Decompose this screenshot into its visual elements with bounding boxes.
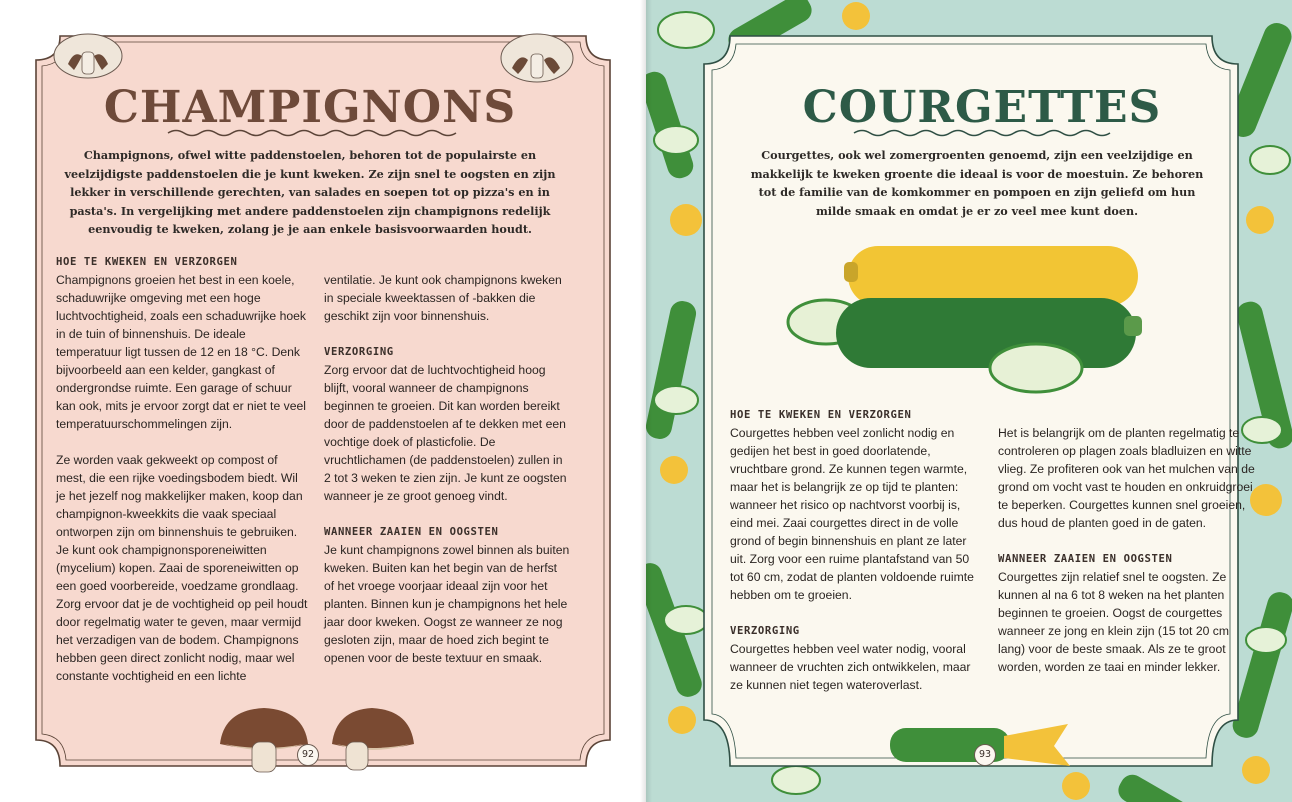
grow-paragraph-2-continued: ventilatie. Je kunt ook champignons kweken in speciale kweektassen of -bakken die geschikt zijn voor binnenshuis. [324, 273, 562, 323]
care-heading: VERZORGING [324, 346, 394, 358]
care-paragraph-2: Het is belangrijk om de planten regelmatig te controleren op plagen zoals bladluizen en witte vlieg. Ze profiteren ook van het mulchen van de grond om vocht vast te houden en onkruidgroei te beperken. Courgettes kunnen snel groeien, dus houd de planten goed in de gaten. [998, 426, 1255, 530]
book-spine-shadow [640, 0, 652, 802]
grow-paragraph-2: Ze worden vaak gekweekt op compost of mest, die een rijke voedingsbodem biedt. Wil je het jezelf nog makkelijker maken, koop dan champignon-kweekkits die vaak speciaal ontworpen zijn om binnenshuis te gebruiken. Je kunt ook champignonsporeneiwitten (mycelium) kopen. Zaai de sporeneiwitten op een goed voorbereide, voedzame grondlaag. Zorg ervoor dat je de vochtigheid op peil houdt door regelmatig water te geven, maar vermijd het verzadigen van de bodem. Champignons hebben geen direct zonlicht nodig, maar wel constante vochtigheid en een lichte [56, 453, 308, 683]
care-paragraph: Courgettes hebben veel water nodig, vooral wanneer de vruchten zich ontwikkelen, maar ze kunnen niet tegen wateroverlast. [730, 642, 971, 692]
grow-heading: HOE TE KWEKEN EN VERZORGEN [56, 256, 238, 268]
care-heading: VERZORGING [730, 625, 800, 637]
page-number: 92 [297, 744, 319, 766]
sow-heading: WANNEER ZAAIEN EN OOGSTEN [998, 553, 1173, 565]
right-column-2 [998, 424, 1258, 676]
intro-paragraph: Champignons, ofwel witte paddenstoelen, behoren tot de populairste en veelzijdigste paddenstoelen die je kunt kweken. Ze zijn snel te oogsten en zijn lekker in verschillende gerechten, van salades en soepen tot op pizza's en in pasta's. In vergelijking met andere paddenstoelen zijn champignons redelijk eenvoudig te kweken, zolang je je aan enkele basisvoorwaarden houdt. [64, 148, 556, 237]
grow-paragraph-1: Champignons groeien het best in een koele, schaduwrijke omgeving met een hoge luchtvochtigheid, zoals een schaduwrijke hoek in de tuin of binnenshuis. De ideale temperatuur ligt tussen de 12 en 18 °C. Denk bijvoorbeeld aan een kelder, gangkast of ondergrondse ruimte. Een garage of schuur kan ook, mits je ervoor zorgt dat er niet te veel temperatuurschommelingen zijn. [56, 273, 306, 431]
left-column-1 [56, 253, 308, 685]
grow-heading: HOE TE KWEKEN EN VERZORGEN [730, 409, 912, 421]
page-title: COURGETTES [802, 82, 1162, 133]
right-column-1 [730, 406, 985, 694]
sow-paragraph: Courgettes zijn relatief snel te oogsten. Ze kunnen al na 6 tot 8 weken na het planten beginnen te groeien. Oogst de courgettes wanneer ze jong en klein zijn (15 tot 20 cm lang) voor de beste smaak. Als ze te groot worden, worden ze taai en minder lekker. [998, 570, 1230, 674]
right-page [646, 0, 1292, 802]
mushroom-top-right-illustration [494, 24, 580, 86]
mushroom-bottom-right-illustration [326, 704, 418, 780]
page-number: 93 [974, 744, 996, 766]
mushroom-top-left-illustration [48, 24, 128, 82]
care-paragraph: Zorg ervoor dat de luchtvochtigheid hoog blijft, vooral wanneer de champignons beginnen te groeien. Dit kan worden bereikt door de paddenstoelen af te dekken met een vochtige doek of plasticfolie. De vruchtlichamen (de paddenstoelen) zullen in 2 tot 3 weken te zien zijn. Je kunt ze oogsten wanneer je ze groot genoeg vindt. [324, 363, 567, 503]
page-title: CHAMPIGNONS [103, 82, 517, 133]
sow-heading: WANNEER ZAAIEN EN OOGSTEN [324, 526, 499, 538]
left-column-2 [324, 271, 570, 667]
mushroom-bottom-left-illustration [214, 702, 314, 782]
courgettes-illustration [786, 240, 1146, 400]
grow-paragraph: Courgettes hebben veel zonlicht nodig en gedijen het best in goed doorlatende, vruchtbare grond. Ze kunnen tegen warmte, maar het is belangrijk ze op tijd te planten: wanneer het risico op nachtvorst voorbij is, eind mei. Zaai courgettes direct in de volle grond of begin binnenshuis en plant ze later uit. Zorg voor een ruime plantafstand van 50 tot 60 cm, zodat de planten voldoende ruimte hebben om te groeien. [730, 426, 974, 602]
intro-paragraph: Courgettes, ook wel zomergroenten genoemd, zijn een veelzijdige en makkelijk te kweken groente die ideaal is voor de moestuin. Ze behoren tot de familie van de komkommer en pompoen en zijn geliefd om hun milde smaak en omdat je er zo veel mee kunt doen. [750, 148, 1204, 218]
sow-paragraph: Je kunt champignons zowel binnen als buiten kweken. Buiten kan het begin van de herfst of het vroege voorjaar ideaal zijn voor het planten. Binnen kun je champignons het hele jaar door kweken. Oogst ze wanneer ze nog gesloten zijn, maar de hoed zich begint te openen voor de beste textuur en smaak. [324, 543, 570, 665]
